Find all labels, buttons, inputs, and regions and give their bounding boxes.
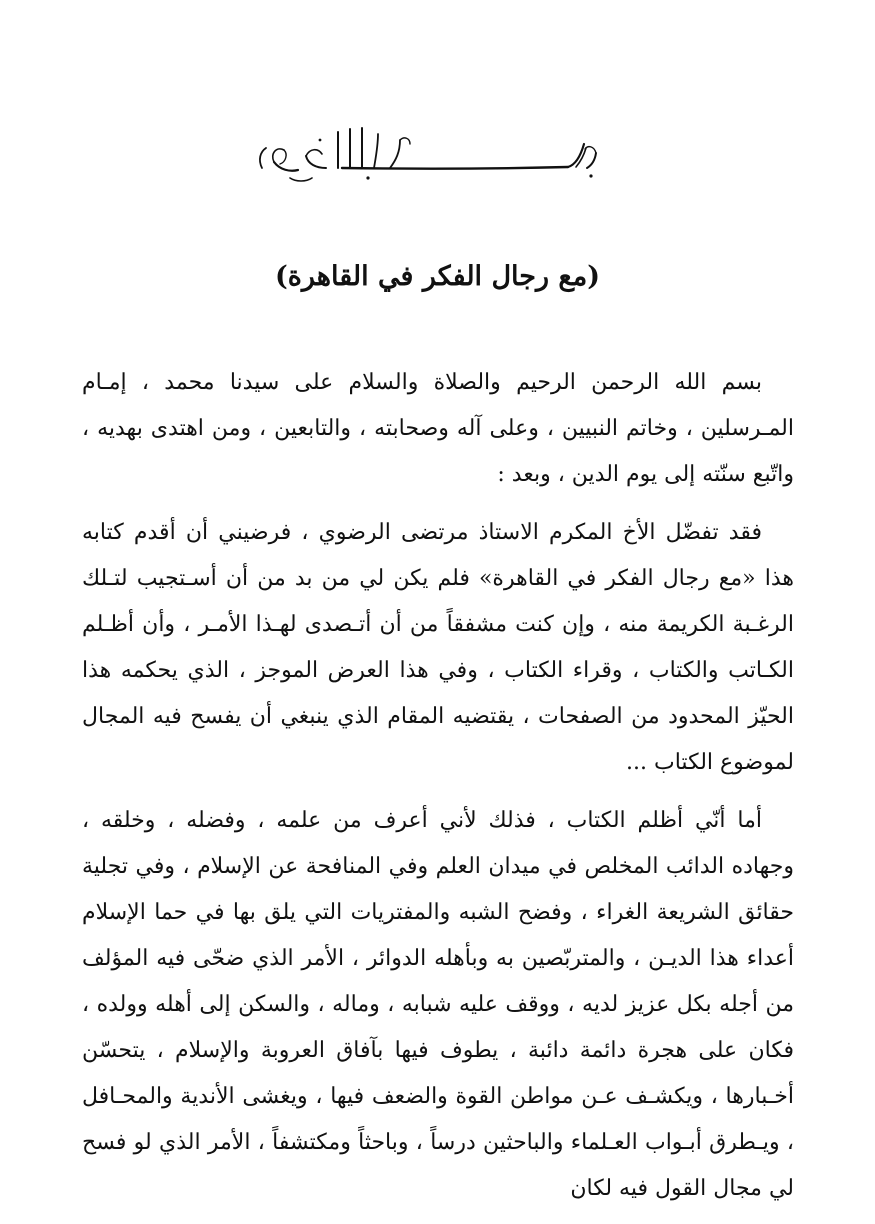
paragraph-about-author: أما أنّي أظلم الكتاب ، فذلك لأني أعرف من علمه ، وفضله ، وخلقه ، وجهاده الدائب المخلص في ميدان العلم وفي المنافحة عن الإسلام ، وفي تجلية حقائق الشريعة الغراء ، وفضح الشبه والمفتريات التي يلق بها في حما الإسلام أعداء هذا الديـن ، والمتربّصين به وبأهله الدوائر ، الأمر الذي ضحّى فيه المؤلف من أجله بكل عزيز لديه ، ووقف عليه شبابه ، وماله ، والسكن إلى أهله وولده ، فكان على هجرة دائمة دائبة ، يطوف فيها بآفاق العروبة والإسلام ، يتحسّن أخـبارها ، ويكشـف عـن مواطن القوة والضعف فيها ، ويغشى الأندية والمحـافل ، ويـطرق أبـواب العـلماء والباحثين درساً ، وباحثاً ومكتشفاً ، الأمر الذي لو فسح لي مجال القول فيه لكان (82, 808, 794, 1201)
basmala-calligraphy (250, 118, 610, 188)
body-text (82, 360, 794, 1224)
paragraph-introduction: فقد تفضّل الأخ المكرم الاستاذ مرتضى الرضوي ، فرضيني أن أقدم كتابه هذا «مع رجال الفكر في القاهرة» فلم يكن لي من بد من أن أسـتجيب لتـلك الرغـبة الكريمة منه ، وإن كنت مشفقاً من أن أتـصدى لهـذا الأمـر ، وأن أظـلم الكـاتب والكتاب ، وقراء الكتاب ، وفي هذا العرض الموجز ، الذي يحكمه هذا الحيّز المحدود من الصفحات ، يقتضيه المقام الذي ينبغي أن يفسح فيه المجال لموضوع الكتاب ... (82, 520, 794, 775)
page-title: (مع رجال الفكر في القاهرة) (274, 261, 601, 292)
paragraph-opening: بسم الله الرحمن الرحيم والصلاة والسلام على سيدنا محمد ، إمـام المـرسلين ، وخاتم النبيين ، وعلى آله وصحابته ، والتابعين ، ومن اهتدى بهديه ، واتّبع سنّته إلى يوم الدين ، وبعد : (82, 370, 794, 487)
